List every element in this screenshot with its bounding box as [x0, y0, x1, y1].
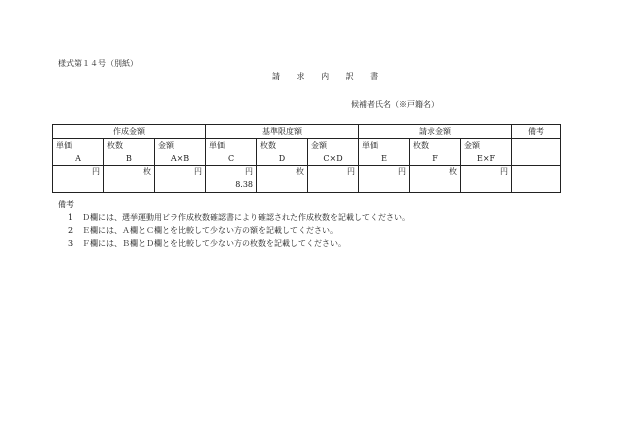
col-code-a: A: [53, 152, 104, 166]
col-code-d: D: [257, 152, 308, 166]
col-label-exf: 金額: [461, 139, 512, 153]
column-label-row: [53, 139, 561, 153]
value-row: [53, 166, 561, 180]
note-text: Ｄ欄には、選挙運動用ビラ作成枚数確認書により確認された作成枚数を記載してください。: [82, 213, 410, 222]
col-code-b: B: [104, 152, 155, 166]
note-item: [58, 211, 410, 224]
candidate-name-label: 候補者氏名（※戸籍名）: [351, 100, 439, 109]
notes-heading: 備考: [58, 200, 74, 209]
col-label-b: 枚数: [104, 139, 155, 153]
form-number: 様式第１４号（別紙）: [58, 59, 138, 68]
col-label-a: 単価: [53, 139, 104, 153]
group-standard-limit: 基準限度額: [206, 125, 359, 139]
notes-section: [58, 198, 410, 250]
note-number: 1: [68, 213, 74, 222]
col-code-exf: E×F: [461, 152, 512, 166]
col-code-e: E: [359, 152, 410, 166]
col-code-axb: A×B: [155, 152, 206, 166]
breakdown-table: [52, 124, 561, 193]
col-label-axb: 金額: [155, 139, 206, 153]
document-title: 請 求 内 訳 書: [272, 72, 386, 81]
cell-remarks[interactable]: [512, 166, 561, 193]
column-code-row: [53, 152, 561, 166]
col-code-c: C: [206, 152, 257, 166]
col-label-d: 枚数: [257, 139, 308, 153]
cell-amount-exf[interactable]: 円: [461, 166, 512, 193]
cell-amount-cxd[interactable]: 円: [308, 166, 359, 193]
col-code-f: F: [410, 152, 461, 166]
cell-unit-price-e[interactable]: 円: [359, 166, 410, 193]
col-label-e: 単価: [359, 139, 410, 153]
group-remarks: 備考: [512, 125, 561, 139]
cell-quantity-b[interactable]: 枚: [104, 166, 155, 193]
note-number: 3: [68, 239, 74, 248]
group-production-amount: 作成金額: [53, 125, 206, 139]
note-text: Ｆ欄には、Ｂ欄とＤ欄とを比較して少ない方の枚数を記載してください。: [82, 239, 346, 248]
note-item: [58, 237, 410, 250]
col-label-c: 単価: [206, 139, 257, 153]
cell-unit-price-c[interactable]: 円: [206, 166, 257, 180]
group-header-row: [53, 125, 561, 139]
cell-c-standard-value: 8.38: [206, 179, 257, 193]
remarks-header-cell: [512, 139, 561, 166]
group-claim-amount: 請求金額: [359, 125, 512, 139]
note-text: Ｅ欄には、Ａ欄とＣ欄とを比較して少ない方の額を記載してください。: [82, 226, 338, 235]
col-label-f: 枚数: [410, 139, 461, 153]
cell-quantity-f[interactable]: 枚: [410, 166, 461, 193]
cell-quantity-d[interactable]: 枚: [257, 166, 308, 193]
note-number: 2: [68, 226, 74, 235]
col-label-cxd: 金額: [308, 139, 359, 153]
note-item: [58, 224, 410, 237]
col-code-cxd: C×D: [308, 152, 359, 166]
cell-unit-price-a[interactable]: 円: [53, 166, 104, 193]
cell-amount-axb[interactable]: 円: [155, 166, 206, 193]
